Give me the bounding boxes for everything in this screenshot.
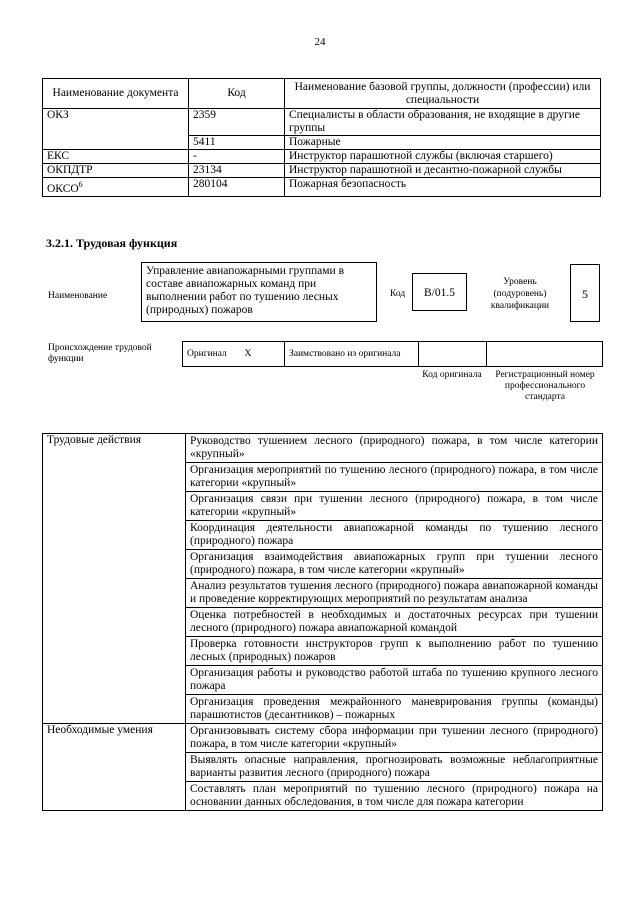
cell-code: 5411 [189, 136, 285, 150]
list-item: Организация мероприятий по тушению лесного (природного) пожара, в том числе категории «крупный» [186, 463, 603, 492]
cell-name: Пожарные [285, 136, 601, 150]
function-code-box: B/01.5 [412, 273, 467, 311]
reg-number-label: Регистрационный номер профессионального стандарта [495, 370, 595, 402]
section-heading: 3.2.1. Трудовая функция [46, 236, 178, 250]
table-header-row [43, 79, 601, 109]
header-code: Код [189, 79, 285, 109]
list-item: Организация работы и руководство работой штаба по тушению крупного лесного пожара [186, 666, 603, 695]
footnote-mark: 6 [78, 180, 83, 189]
list-item: Выявлять опасные направления, прогнозировать возможные неблагоприятные варианты развития лесного (природного) пожара [186, 753, 603, 782]
origin-label: Происхождение трудовой функции [48, 343, 152, 364]
list-item: Организация проведения межрайонного маневрирования группы (команды) парашютистов (десантников) – пожарных [186, 695, 603, 724]
list-item: Организация связи при тушении лесного (природного) пожара, в том числе категории «крупный» [186, 492, 603, 521]
function-details-table [42, 433, 603, 811]
list-item: Руководство тушением лесного (природного) пожара, в том числе категории «крупный» [186, 434, 603, 463]
list-item: Координация деятельности авиапожарной команды по тушению лесного (природного) пожара [186, 521, 603, 550]
original-mark: X [241, 342, 285, 367]
table-row [43, 178, 601, 197]
category-labor-actions: Трудовые действия [43, 434, 186, 724]
header-group-name: Наименование базовой группы, должности (профессии) или специальности [285, 79, 601, 109]
reg-number-cell [487, 342, 603, 367]
list-item: Организовывать систему сбора информации при тушении лесного (природного) пожара, в том числе категории «крупный» [186, 724, 603, 753]
code-original-label: Код оригинала [422, 370, 482, 380]
cell-doc: ОКЗ [43, 109, 189, 150]
code-original-cell [419, 342, 487, 367]
list-item: Проверка готовности инструкторов групп к выполнению работ по тушению лесных (природных) пожаров [186, 637, 603, 666]
cell-doc [43, 178, 189, 197]
code-label: Код [390, 289, 406, 299]
classification-table [42, 78, 601, 197]
category-required-skills: Необходимые умения [43, 724, 186, 811]
table-row [43, 434, 603, 463]
page-number: 24 [314, 36, 326, 48]
level-label: Уровень (подуровень) квалификации [490, 277, 550, 311]
table-row [43, 109, 601, 136]
list-item: Оценка потребностей в необходимых и достаточных ресурсах при тушении лесного (природного) пожара авиапожарной командой [186, 608, 603, 637]
table-row [43, 150, 601, 164]
cell-doc: ОКПДТР [43, 164, 189, 178]
borrowed-label: Заимствовано из оригинала [285, 342, 419, 367]
table-row [43, 724, 603, 753]
cell-doc: ЕКС [43, 150, 189, 164]
header-doc-name: Наименование документа [43, 79, 189, 109]
cell-code: 280104 [189, 178, 285, 197]
cell-code: - [189, 150, 285, 164]
function-name-box: Управление авиапожарными группами в составе авиапожарных команд при выполнении работ по тушению лесных (природных) пожаров [141, 262, 377, 322]
cell-name: Инструктор парашютной службы (включая старшего) [285, 150, 601, 164]
level-box: 5 [570, 264, 600, 322]
cell-name: Пожарная безопасность [285, 178, 601, 197]
cell-name: Инструктор парашютной и десантно-пожарной службы [285, 164, 601, 178]
cell-code: 2359 [189, 109, 285, 136]
list-item: Анализ результатов тушения лесного (природного) пожара авиапожарной команды и проведение корректирующих мероприятий по результатам анализа [186, 579, 603, 608]
doc-name: ОКСО [47, 182, 79, 195]
table-row [43, 164, 601, 178]
original-label: Оригинал [183, 342, 241, 367]
cell-code: 23134 [189, 164, 285, 178]
origin-table [182, 341, 603, 367]
list-item: Составлять план мероприятий по тушению лесного (природного) пожара на основании данных обследования, в том числе для пожара категории [186, 782, 603, 811]
list-item: Организация взаимодействия авиапожарных групп при тушении лесного (природного) пожара, в том числе категории «крупный» [186, 550, 603, 579]
cell-name: Специалисты в области образования, не входящие в другие группы [285, 109, 601, 136]
name-label: Наименование [48, 291, 108, 301]
